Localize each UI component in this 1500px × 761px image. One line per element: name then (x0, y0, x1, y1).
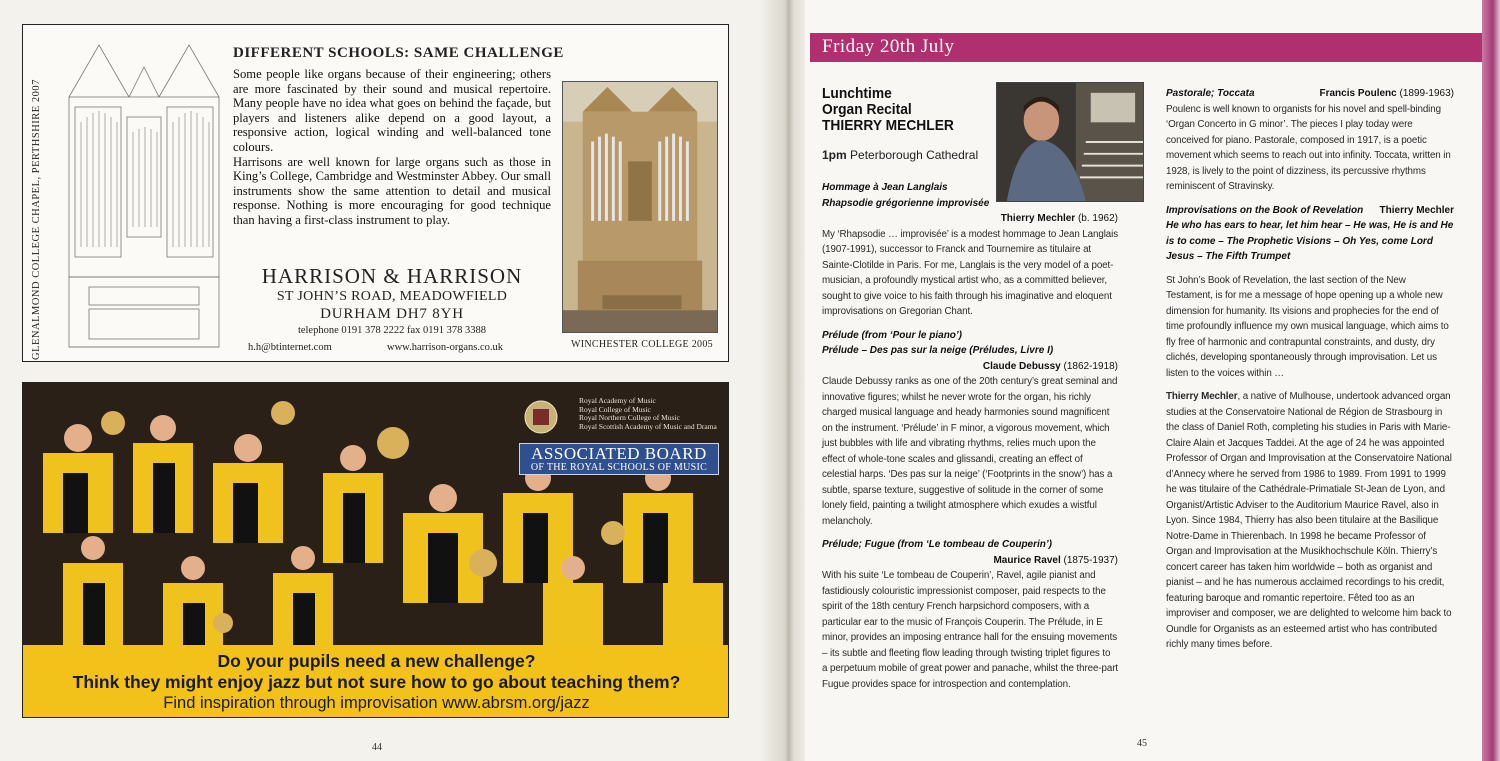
banner-subheadline: Think they might enjoy jazz but not sure how to go about teaching them? (72, 672, 681, 692)
page-number: 45 (1137, 738, 1147, 749)
composer-line (822, 359, 1118, 375)
photo-caption: WINCHESTER COLLEGE 2005 (571, 339, 713, 350)
advert-headline: DIFFERENT SCHOOLS: SAME CHALLENGE (233, 45, 564, 61)
member-school: Royal Scottish Academy of Music and Drama (579, 421, 717, 431)
event-title (822, 86, 954, 134)
piece-header (1166, 203, 1454, 219)
piece-title: Improvisations on the Book of Revelation (1166, 204, 1364, 216)
firm-telephone: telephone 0191 378 2222 fax 0191 378 3388 (297, 325, 487, 336)
piece-title: Prélude – Des pas sur la neige (Préludes, Livre I) (822, 345, 1054, 356)
event-date: Friday 20th July (822, 36, 955, 57)
piece-title: Prélude; Fugue (from ‘Le tombeau de Couperin’) (822, 539, 1053, 550)
composer-line (822, 553, 1118, 569)
composer-line (1380, 203, 1454, 219)
firm-address-line: DURHAM DH7 8YH (320, 306, 464, 322)
composer-name: Thierry Mechler (1000, 213, 1076, 224)
abrsm-name: ASSOCIATED BOARD (531, 444, 707, 463)
composer-name: Francis Poulenc (1319, 88, 1397, 99)
firm-website-link[interactable]: www.harrison-organs.co.uk (387, 342, 504, 353)
banner-headline: Do your pupils need a new challenge? (217, 651, 536, 671)
piece-title: Rhapsodie grégorienne improvisée (822, 197, 990, 209)
piece-title: Pastorale; Toccata (1166, 88, 1255, 99)
event-title-line: Lunchtime (822, 85, 892, 102)
performer-biography (1166, 389, 1454, 653)
harrison-advert (22, 24, 729, 362)
event-venue (822, 148, 978, 162)
piece-title: Prélude (from ‘Pour le piano’) (822, 329, 963, 341)
abrsm-member-schools (579, 397, 717, 431)
bio-name: Thierry Mechler (1166, 391, 1238, 402)
movement-titles: He who has ears to hear, let him hear – He was, He is and He is to come – The Prophetic Visions – Oh Yes, come Lord Jesus – The Fifth Trumpet (1166, 220, 1454, 262)
programme-note: St John’s Book of Revelation, the last section of the New Testament, is for me a message of hope opening up a whole new dimension for humanity. Its visions and prophecies for the end of time profoundly influence my own musical language, which aims to fly free of harmonic and contrapuntal constraints, and dusty, dry clichés, developing spontaneously through improvisation. Let us listen to the voices within … (1166, 274, 1449, 379)
page-edge (1482, 0, 1500, 761)
organ-photo (562, 81, 718, 333)
organ-line-drawing (59, 37, 229, 355)
abrsm-banner (23, 645, 729, 718)
member-school: Royal College of Music (579, 404, 651, 414)
programme-note: My ‘Rhapsodie … improvisée’ is a modest hommage to Jean Langlais (1907-1991), successor to Franck and Tournemire as titulaire at Sainte-Clotilde in Paris. For me, Langlais is the very model of a poet-musician, a profoundly mystical artist who, as a committed believer, sought to give voice to his faith through his imaginative and eloquent improvisations on Gregorian Chant. (822, 228, 1118, 317)
programme-note: With his suite ‘Le tombeau de Couperin’, Ravel, agile pianist and fastidiously colouristic impressionist composer, paid respects to the spirit of the 18th century French harpsichord composers, with a particular ear to the music of François Couperin. The Prélude, in E minor, provides an imposing entrance hall for the ensuing movements – its subtle and fleeting flow leading through twisting triplet figures to a perpetuum mobile of great power and panache, whilst the three-part Fugue provides space for introspection and contemplation. (822, 570, 1118, 690)
date-header-bar (810, 33, 1482, 62)
abrsm-advert (22, 382, 729, 718)
advert-paragraph: Some people like organs because of their engineering; others are more fascinated by their sound and musical repertoire. Many people have no idea what goes on behind the façade, but players and listeners alike depend on a good layout, a responsive action, logical winding and well-balanced tone colours. (233, 67, 551, 154)
programme-column-1 (822, 180, 1118, 692)
abrsm-name-sub: OF THE ROYAL SCHOOLS OF MUSIC (530, 462, 708, 473)
advert-body (233, 67, 551, 228)
event-title-line: Organ Recital (822, 101, 912, 118)
composer-name: Claude Debussy (982, 360, 1061, 372)
programme-note: Claude Debussy ranks as one of the 20th century’s great seminal and innovative figures; whilst he never wrote for the organ, his richly charged musical language and heady harmonies sound magnificent on the instrument. ‘Prélude’ in F minor, a vigorous movement, which just bubbles with life and vibrating rhythms, relies much upon the effect of whole-tone scales and glissandi, creating an effect of celestial harps. ‘Des pas sur la neige’ (‘Footprints in the snow’) has a subtle, sparse texture, suggestive of solitude in the corner of some lonely field, painting a twilight atmosphere which exudes a wistful melancholy. (822, 376, 1118, 527)
firm-name: HARRISON & HARRISON (261, 264, 523, 288)
performer-name: THIERRY MECHLER (822, 117, 954, 134)
event-time: 1pm (822, 148, 847, 162)
bio-text: , a native of Mulhouse, undertook advanced organ studies at the Conservatoire National de Région de Strasbourg in the class of Daniel Roth, completing his studies in Paris with Marie-Claire Alain et Jacques Taddei. At the age of 24 he was appointed Professor of Organ and Improvisation at the Conservatoire National d’Annecy where he served from 1986 to 1989. From 1991 to 1999 he was titulaire of the Cathédrale-Primatiale St-Jean de Lyon, and Organist/Artistic Adviser to the Auditorium Maurice Ravel, also in Lyon. Since 1984, Thierry has also been titulaire at the Basilique Notre-Dame in Thierenbach. In 1998 he became Professor of Organ and Improvisation at the Musikhochschule Köln. Thierry’s concert career has taken him worldwide – both as organist and pianist – and he has numerous acclaimed recordings to his credit, featuring baroque and romantic repertoire. Fêted too as an improviser and composer, we are delighted to welcome him back to Oundle for Organists as an esteemed artist who has contributed richly many times before. (1166, 391, 1452, 650)
banner-link-line[interactable]: Find inspiration through improvisation www.abrsm.org/jazz (163, 694, 590, 712)
abrsm-logo (519, 443, 719, 475)
composer-dates: (1899-1963) (1399, 88, 1454, 99)
composer-dates: (1862-1918) (1063, 360, 1118, 372)
composer-dates: (1875-1937) (1063, 554, 1118, 566)
composer-name: Maurice Ravel (993, 554, 1061, 566)
firm-address-line: ST JOHN’S ROAD, MEADOWFIELD (276, 289, 508, 304)
advert-paragraph: Harrisons are well known for large organs such as those in King’s College, Cambridge and Westminster Abbey. Our small instruments show the same attention to detail and musical response. Nothing is more encouraging for good technique than having a first-class instrument to play. (233, 154, 551, 227)
programme-note: Poulenc is well known to organists for his novel and spell-binding ‘Organ Concerto in G minor’. The pieces I play today were conceived for piano. Pastorale, composed in 1917, is a poetic movement which seems to reach out into infinity. Toccata, written in 1928, is lively to the point of dizziness, its percussive rhythms reminiscent of Stravinsky. (1166, 103, 1451, 192)
member-school: Royal Northern College of Music (579, 413, 680, 422)
composer-name: Thierry Mechler (1379, 204, 1454, 216)
venue-name: Peterborough Cathedral (850, 148, 979, 162)
firm-email-link[interactable]: h.h@btinternet.com (248, 342, 332, 353)
member-school: Royal Academy of Music (579, 396, 656, 405)
composer-line (822, 211, 1118, 227)
composer-dates: (b. 1962) (1077, 213, 1118, 224)
piece-title: Hommage à Jean Langlais (822, 182, 948, 193)
piece-header (1166, 86, 1454, 102)
programme-column-2 (1166, 86, 1454, 653)
drawing-caption: GLENALMOND COLLEGE CHAPEL, PERTHSHIRE 2007 (31, 79, 42, 360)
page-number: 44 (372, 742, 382, 753)
composer-line (1319, 86, 1454, 102)
